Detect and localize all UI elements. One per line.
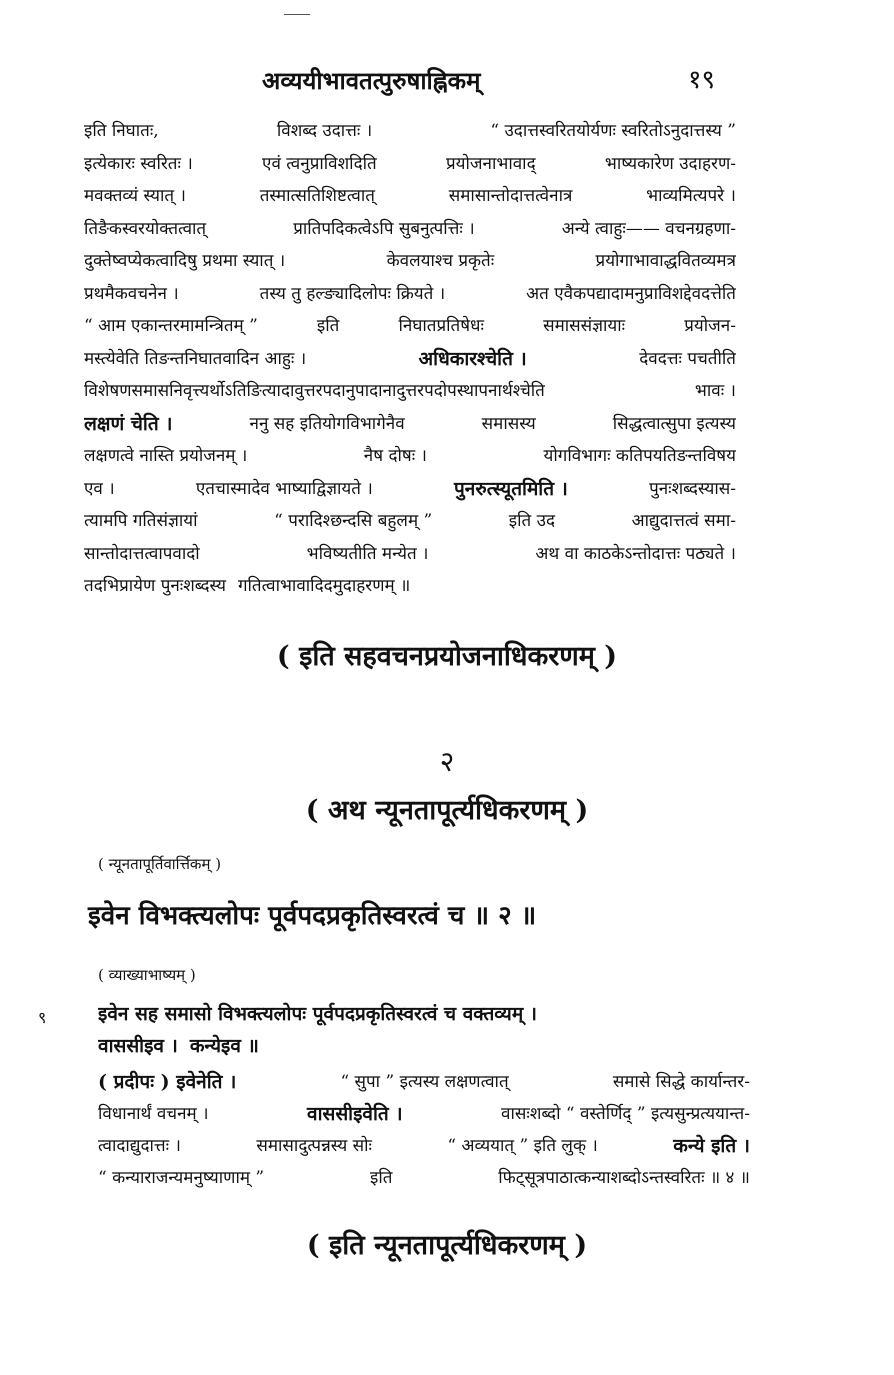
text-line (84, 213, 736, 246)
text-segment: “ अव्ययात् ” इति लुक् । (447, 1136, 598, 1156)
text-segment: तस्मात्सतिशिष्टत्वात् (259, 186, 375, 206)
text-segment: प्रातिपदिकत्वेऽपि सुबनुत्पत्तिः । (293, 218, 475, 239)
text-line (84, 473, 736, 506)
text-segment: वासःशब्दो “ वस्तेर्णिद् ” इत्यसुन्प्रत्ययान्त- (501, 1104, 750, 1124)
text-segment: एतचास्मादेव भाष्याद्विज्ञायते । (195, 478, 373, 499)
text-segment: भाष्यकारेण उदाहरण- (604, 153, 736, 174)
text-segment: “ आम एकान्तरमामन्त्रितम् ” (84, 316, 258, 336)
text-segment: समासादुत्पन्नस्य सोः (256, 1136, 372, 1156)
text-line (98, 998, 750, 1030)
section-start-heading: ( अथ न्यूनतापूर्त्यधिकरणम् ) (305, 795, 589, 826)
text-segment: भावः । (694, 381, 736, 401)
text-segment: सिद्धत्वात्सुपा इत्यस्य (612, 413, 736, 434)
text-segment: तदभिप्रायेण पुनःशब्दस्य (84, 576, 226, 596)
text-segment: इत्येकारः स्वरितः । (84, 153, 193, 174)
text-segment: “ उदात्तस्वरितयोर्यणः स्वरितोऽनुदात्तस्य ” (490, 121, 736, 141)
text-segment: केवलयाश्च प्रकृतेः (386, 251, 495, 271)
text-segment: इति (369, 1168, 393, 1188)
text-segment: प्रयोजन- (684, 316, 736, 336)
text-segment: समासान्तोदात्तत्वेनात्र (448, 186, 573, 206)
text-segment: वाससीइवेति । (307, 1103, 403, 1125)
text-segment: त्वादाद्युदात्तः । (98, 1136, 181, 1156)
text-segment: इति उद (508, 511, 555, 531)
vartika-text: इवेन विभक्त्यलोपः पूर्वपदप्रकृतिस्वरत्वं च ॥ २ ॥ (88, 901, 537, 931)
text-segment: योगविभागः कतिपयतिङन्तविषय (543, 446, 736, 466)
text-line (84, 440, 736, 473)
text-segment: समासे सिद्धे कार्यान्तर- (612, 1072, 750, 1092)
text-segment: “ सुपा ” इत्यस्य लक्षणत्वात् (340, 1072, 509, 1092)
text-segment: “ परादिश्छन्दसि बहुलम् ” (274, 511, 433, 531)
vyakhya-label: ( व्याख्याभाष्यम् ) (98, 966, 196, 984)
text-segment: लक्षणं चेति । (84, 412, 173, 435)
text-line (98, 1030, 750, 1062)
text-segment: प्रथमैकवचनेन । (84, 283, 179, 304)
text-line (84, 180, 736, 213)
text-segment: विशब्द उदात्तः । (276, 121, 373, 141)
text-segment: इति निघातः, (84, 121, 159, 141)
text-segment: प्रयोजनाभावाद् (445, 153, 536, 174)
page-header (0, 58, 894, 98)
text-line (98, 1162, 750, 1194)
text-segment: ( प्रदीपः ) इवेनेति । (98, 1071, 237, 1093)
text-line (98, 1130, 750, 1162)
text-segment: अधिकारश्चेति । (418, 347, 527, 370)
text-line (84, 245, 736, 278)
margin-number: ९ (38, 1008, 47, 1027)
text-segment: एवं त्वनुप्राविशदिति (262, 153, 377, 174)
text-segment: इवेन सह समासो विभक्त्यलोपः पूर्वपदप्रकृतिस्वरत्वं च वक्तव्यम् । (98, 1003, 537, 1025)
text-segment: भाव्यमित्यपरे । (646, 186, 736, 206)
text-segment: मस्त्येवेति तिङन्तनिघातवादिन आहुः । (84, 348, 307, 369)
text-line (84, 408, 736, 441)
text-line (84, 278, 736, 311)
text-line (98, 1066, 750, 1098)
text-line (84, 310, 736, 343)
text-segment: देवदत्तः पचतीति (639, 348, 736, 369)
text-segment: तस्य तु हल्ङ्यादिलोपः क्रियते । (259, 283, 446, 304)
text-segment: नैष दोषः । (363, 446, 427, 466)
pradipa-commentary (98, 1066, 750, 1194)
text-segment: आद्युदात्तत्वं समा- (631, 511, 736, 531)
page-number: १९ (688, 65, 716, 95)
text-segment: लक्षणत्वे नास्ति प्रयोजनम् । (84, 446, 248, 466)
text-line (84, 343, 736, 376)
text-segment: तिङैकस्वरयोक्तत्वात् (84, 218, 207, 239)
text-line (98, 1098, 750, 1130)
text-line (84, 538, 736, 571)
text-segment: कन्ये इति । (673, 1135, 750, 1157)
text-line (84, 148, 736, 181)
text-segment: समाससंज्ञायाः (543, 316, 626, 336)
text-segment: निघातप्रतिषेधः (398, 316, 484, 336)
text-line (84, 505, 736, 538)
text-segment: “ कन्याराजन्यमनुष्याणाम् ” (98, 1168, 265, 1188)
vartika-label: ( न्यूनतापूर्तिवार्त्तिकम् ) (98, 855, 222, 873)
text-segment: फिट्सूत्रपाठात्कन्याशब्दोऽन्तस्वरितः ॥ ४ ॥ (498, 1168, 750, 1188)
running-head: अव्ययीभावतत्पुरुषाह्निकम् (262, 66, 481, 95)
text-segment: कन्येइव ॥ (189, 1035, 259, 1057)
text-segment: एव । (84, 478, 115, 499)
text-segment: अत एवैकपद्यादामनुप्राविशद्देवदत्तेति (526, 283, 736, 304)
text-segment: प्रयोगाभावाद्धवितव्यमत्र (595, 251, 736, 271)
text-segment: सान्तोदात्तत्वापवादो (84, 543, 200, 564)
text-segment: दुक्तेष्वप्येकत्वादिषु प्रथमा स्यात् । (84, 251, 286, 271)
text-segment: विशेषणसमासनिवृत्त्यर्थोऽतिङित्यादावुत्तरपदानुपादानादुत्तरपदोपस्थापनार्थश्चेति (84, 381, 545, 401)
text-segment: भविष्यतीति मन्येत । (306, 543, 429, 564)
text-segment: समासस्य (481, 413, 536, 434)
section-end-heading-2: ( इति न्यूनतापूर्त्यधिकरणम् ) (306, 1230, 588, 1261)
text-line (84, 375, 736, 408)
text-segment: मवक्तव्यं स्यात् । (84, 186, 186, 206)
text-segment: पुनःशब्दस्यास- (649, 478, 736, 499)
text-segment: गतित्वाभावादिदमुदाहरणम् ॥ (237, 576, 411, 596)
bhashya-text (98, 998, 750, 1062)
commentary-paragraph (84, 115, 736, 603)
text-segment: पुनरुत्स्यूतमिति । (454, 477, 568, 500)
text-line (84, 115, 736, 148)
section-end-heading: ( इति सहवचनप्रयोजनाधिकरणम् ) (276, 641, 618, 672)
text-segment: अथ वा काठकेऽन्तोदात्तः पठ्यते । (535, 543, 736, 564)
text-segment: विधानार्थं वचनम् । (98, 1104, 209, 1124)
text-segment: इति (316, 316, 340, 336)
text-segment: अन्ये त्वाहुः—— वचनग्रहणा- (561, 218, 736, 239)
section-number: २ (439, 745, 455, 778)
text-line (84, 570, 736, 603)
text-segment: ननु सह इतियोगविभागेनैव (249, 413, 405, 434)
text-segment: वाससीइव । (98, 1035, 178, 1057)
scan-mark (284, 14, 310, 15)
text-segment: त्यामपि गतिसंज्ञायां (84, 511, 198, 531)
